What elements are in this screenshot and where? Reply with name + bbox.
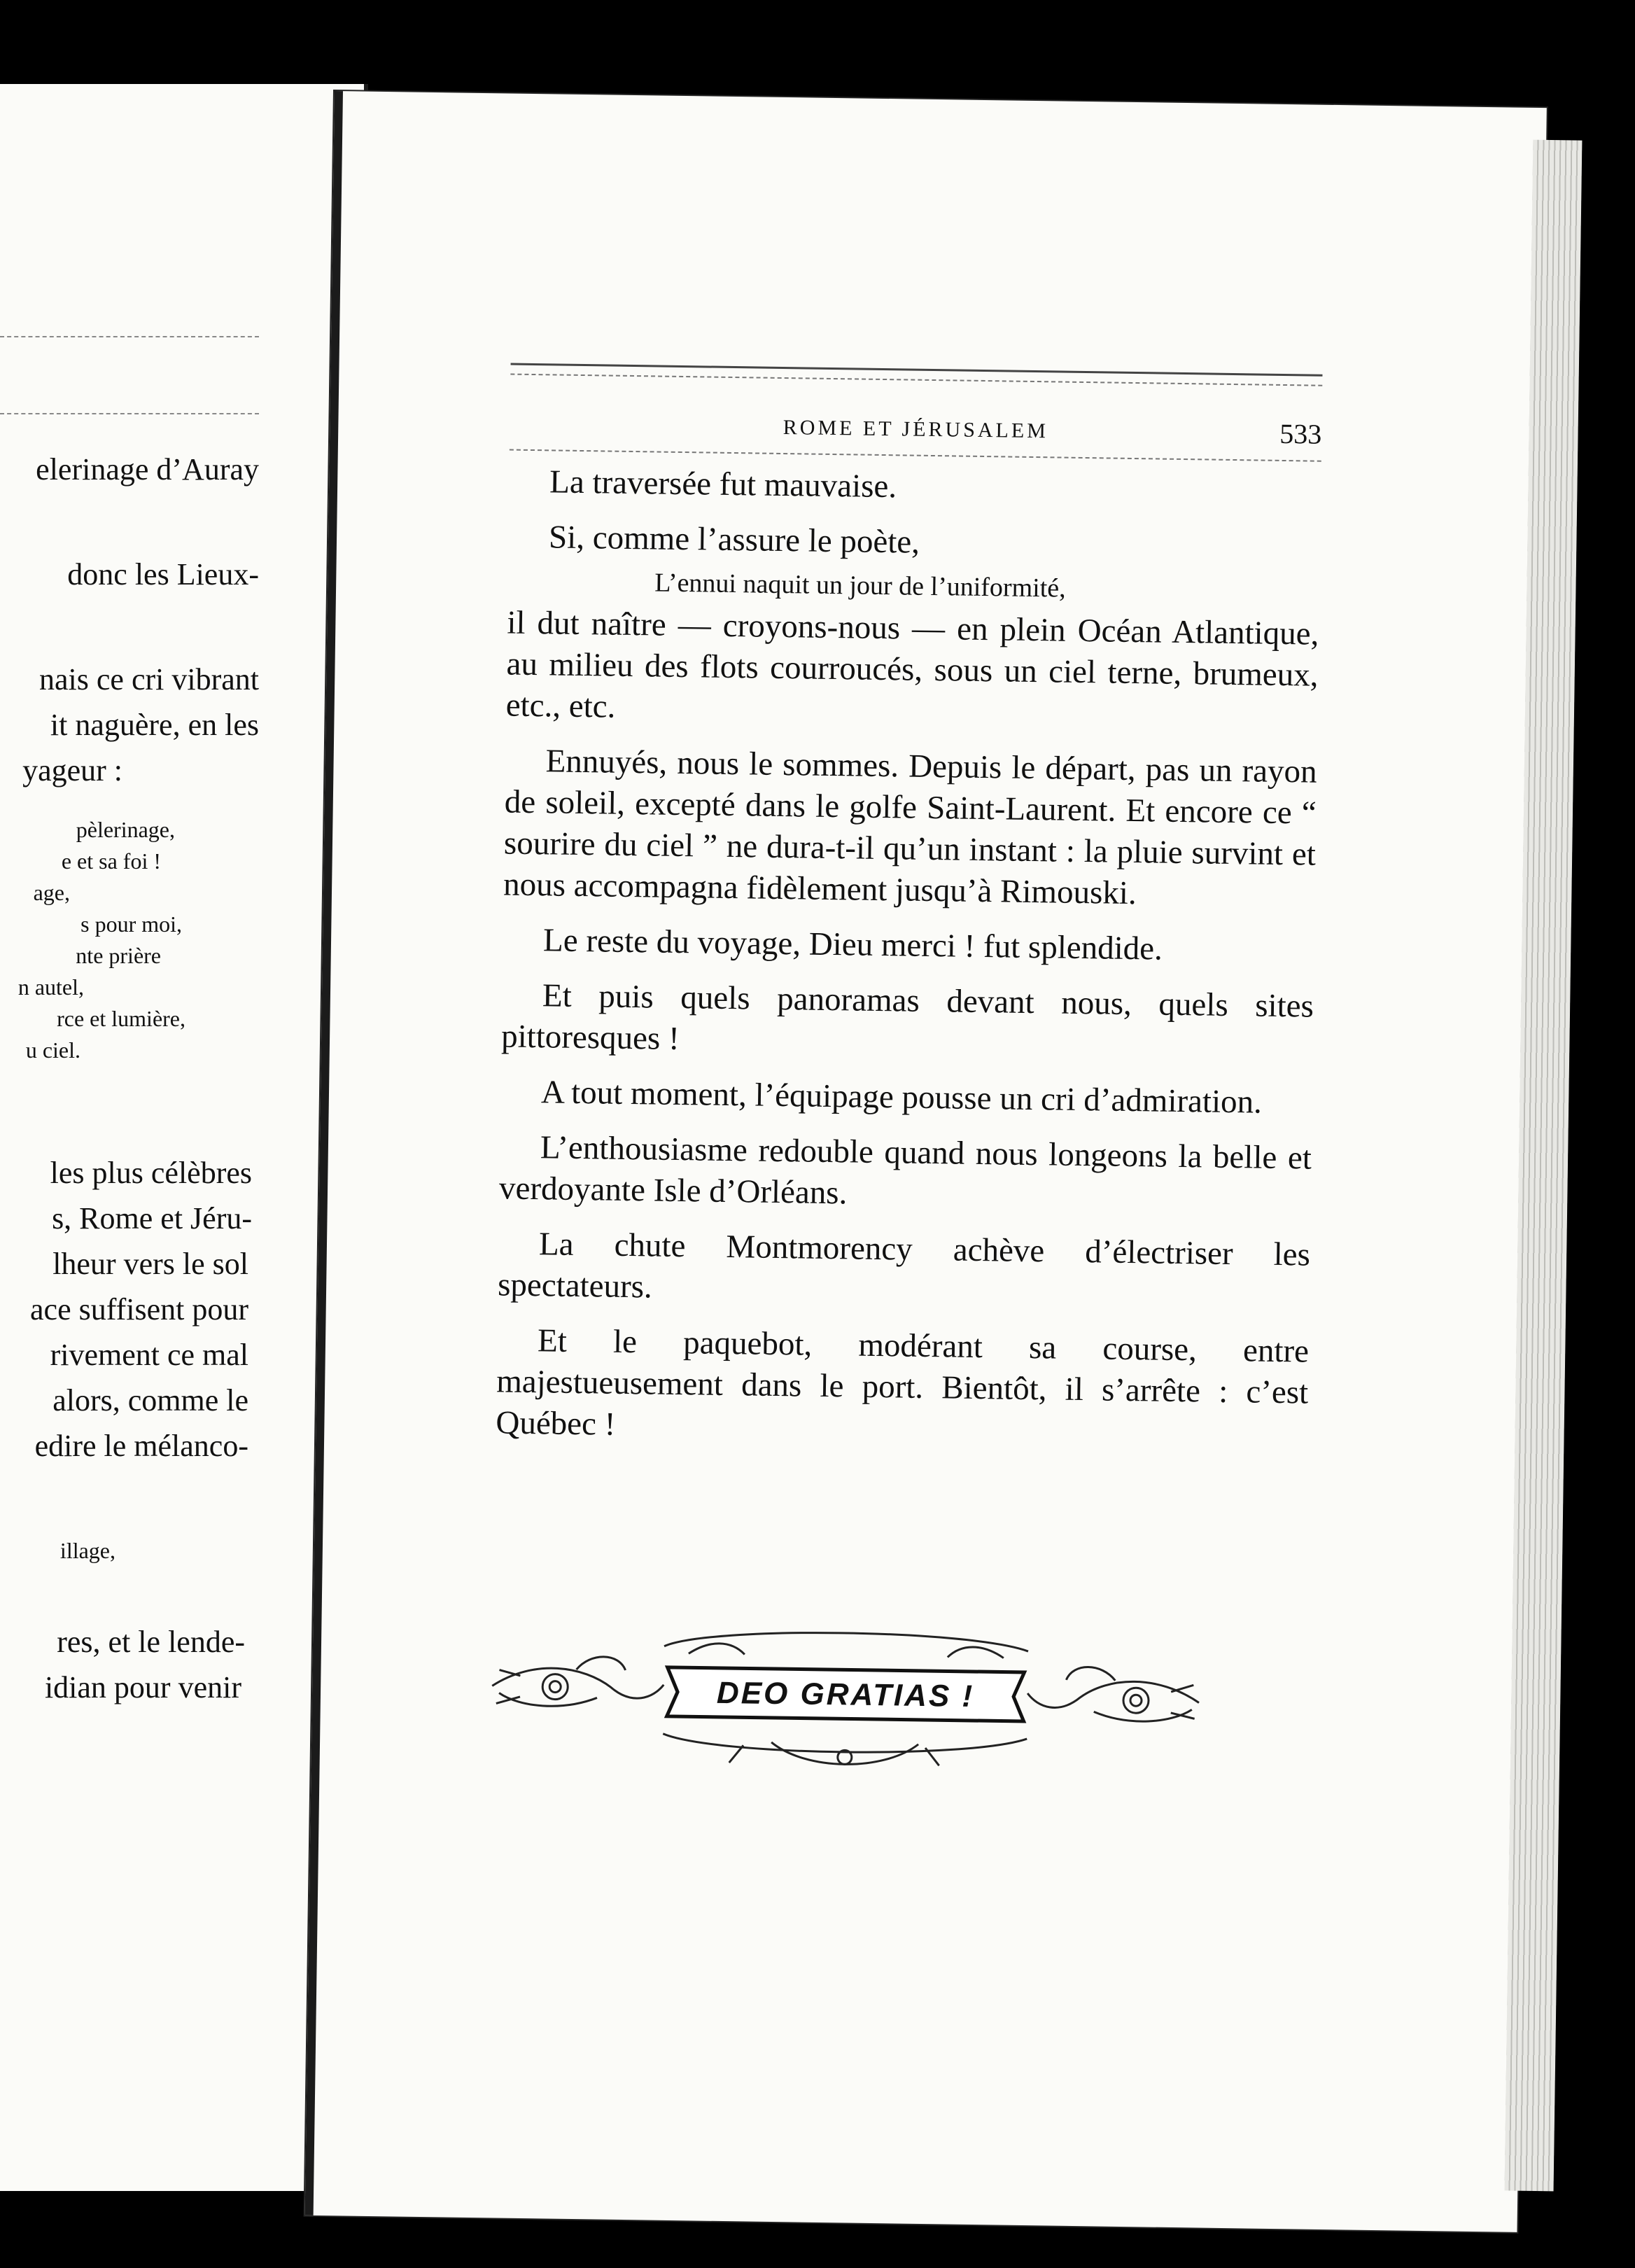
left-line: donc les Lieux- xyxy=(67,557,259,592)
left-line: ace suffisent pour xyxy=(30,1292,248,1326)
paragraph: Le reste du voyage, Dieu merci ! fut splendide. xyxy=(542,922,1163,967)
paragraph: Si, comme l’assure le poète, xyxy=(548,519,920,561)
left-line: idian pour venir xyxy=(44,1670,241,1704)
left-line: yageur : xyxy=(22,753,122,788)
paragraph: La traversée fut mauvaise. xyxy=(549,463,897,505)
left-line: nais ce cri vibrant xyxy=(39,662,259,696)
right-page xyxy=(305,91,1547,2232)
left-line: it naguère, en les xyxy=(50,708,259,742)
paragraph: A tout moment, l’équipage pousse un cri d’admiration. xyxy=(540,1074,1263,1121)
paragraph: Et le paquebot, modérant sa course, entre majestueusement dans le port. Bientôt, il s’arrête : c’est Québec ! xyxy=(496,1322,1310,1443)
running-title: ROME ET JÉRUSALEM xyxy=(783,415,1049,443)
left-line: edire le mélanco- xyxy=(34,1429,248,1463)
left-line: elerinage d’Auray xyxy=(36,452,259,486)
header-double-rule xyxy=(511,363,1323,377)
page-number: 533 xyxy=(1279,417,1322,450)
left-verse-line: rce et lumière, xyxy=(57,1006,185,1031)
left-verse-line: pèlerinage, xyxy=(76,817,175,842)
body-text xyxy=(496,461,1321,1469)
left-verse-line: u ciel. xyxy=(25,1037,80,1063)
paragraph: Ennuyés, nous le sommes. Depuis le départ, pas un rayon de soleil, excepté dans le golfe Saint-Laurent. Et encore ce “ sourire du ciel ” ne dura-t-il qu’un instant : la pluie survint et nous accompagna fidèlement jusqu’à Rimouski. xyxy=(503,743,1317,912)
paragraph: La chute Montmorency achève d’électriser les spectateurs. xyxy=(497,1226,1311,1306)
left-line: les plus célèbres xyxy=(50,1156,252,1190)
left-line: s, Rome et Jéru- xyxy=(52,1201,252,1236)
paragraph: Et puis quels panoramas devant nous, quels sites pittoresques ! xyxy=(500,977,1314,1058)
left-line: rivement ce mal xyxy=(50,1338,248,1372)
left-header-rule-2 xyxy=(0,413,259,414)
left-verse-line: nte prière xyxy=(76,943,161,968)
paragraph: il dut naître — croyons-nous — en plein Océan Atlantique, au milieu des flots courroucés, sous un ciel terne, brumeux, etc., etc. xyxy=(505,604,1319,725)
deo-gratias-text: DEO GRATIAS ! xyxy=(716,1675,975,1714)
paragraph: L’enthousiasme redouble quand nous longeons la belle et verdoyante Isle d’Orléans. xyxy=(498,1129,1312,1212)
left-verse-line: e et sa foi ! xyxy=(61,848,161,874)
left-verse-line: age, xyxy=(33,880,70,905)
header-double-rule-thin xyxy=(510,374,1322,386)
left-verse-line: s pour moi, xyxy=(80,911,182,937)
left-line: lheur vers le sol xyxy=(52,1247,248,1281)
left-header-rule xyxy=(0,336,259,337)
left-line: res, et le lende- xyxy=(57,1625,245,1659)
deo-gratias-ornament xyxy=(477,1602,1214,1780)
left-verse-line: illage, xyxy=(59,1538,115,1563)
left-line: alors, comme le xyxy=(52,1383,248,1418)
left-verse-line: n autel, xyxy=(17,974,84,1000)
verse-quote: L’ennui naquit un jour de l’uniformité, xyxy=(654,568,1066,603)
